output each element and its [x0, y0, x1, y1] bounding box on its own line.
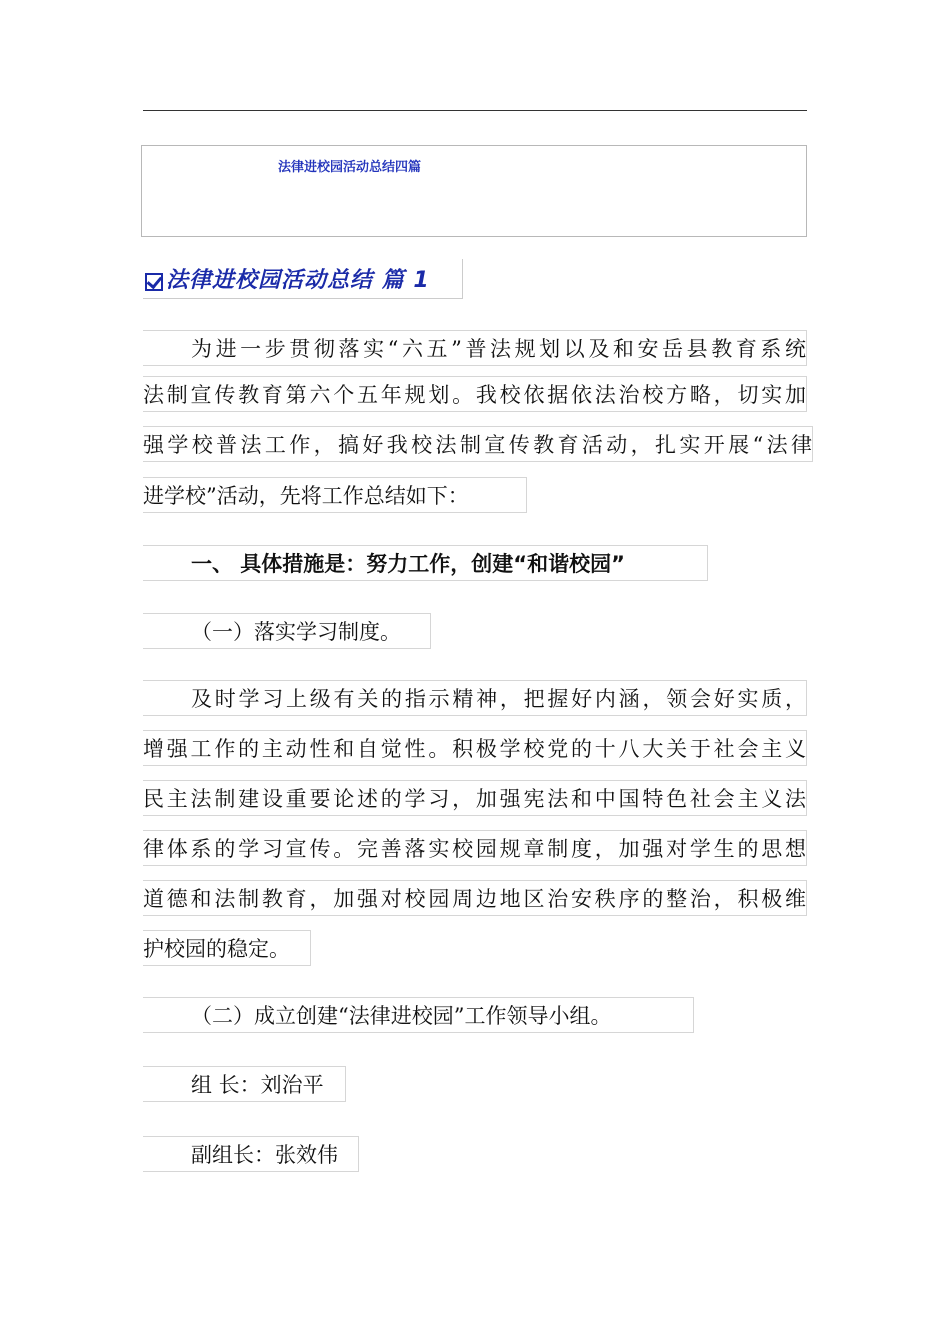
paragraph-line: 法制宣传教育第六个五年规划。我校依据依法治校方略，切实加 [143, 376, 807, 412]
paragraph-line: 及时学习上级有关的指示精神，把握好内涵，领会好实质， [143, 680, 807, 716]
subheading-line: （一）落实学习制度。 [143, 613, 431, 649]
paragraph-line: 进学校”活动，先将工作总结如下： [143, 477, 527, 513]
paragraph-line: 道德和法制教育，加强对校园周边地区治安秩序的整治，积极维 [143, 880, 807, 916]
paragraph-line: 为进一步贯彻落实“六五”普法规划以及和安岳县教育系统 [143, 330, 807, 366]
deputy-leader-line: 副组长：张效伟 [143, 1136, 359, 1172]
paragraph-line: 律体系的学习宣传。完善落实校园规章制度，加强对学生的思想 [143, 830, 807, 866]
header-box [141, 145, 807, 237]
team-leader-line: 组 长：刘治平 [143, 1066, 346, 1102]
section-heading-text: 法律进校园活动总结 篇 1 [166, 268, 430, 293]
paragraph-line: 护校园的稳定。 [143, 930, 311, 966]
document-header-title: 法律进校园活动总结四篇 [278, 160, 422, 175]
paragraph-line: 强学校普法工作，搞好我校法制宣传教育活动，扎实开展“法律 [143, 426, 813, 462]
subheading-line: 一、 具体措施是：努力工作，创建“和谐校园” [143, 545, 708, 581]
subheading-line: （二）成立创建“法律进校园”工作领导小组。 [143, 997, 694, 1033]
paragraph-line: 民主法制建设重要论述的学习，加强宪法和中国特色社会主义法 [143, 780, 807, 816]
section-heading [143, 259, 463, 299]
checkbox-icon [145, 273, 163, 291]
paragraph-line: 增强工作的主动性和自觉性。积极学校党的十八大关于社会主义 [143, 730, 807, 766]
top-rule [143, 110, 807, 111]
